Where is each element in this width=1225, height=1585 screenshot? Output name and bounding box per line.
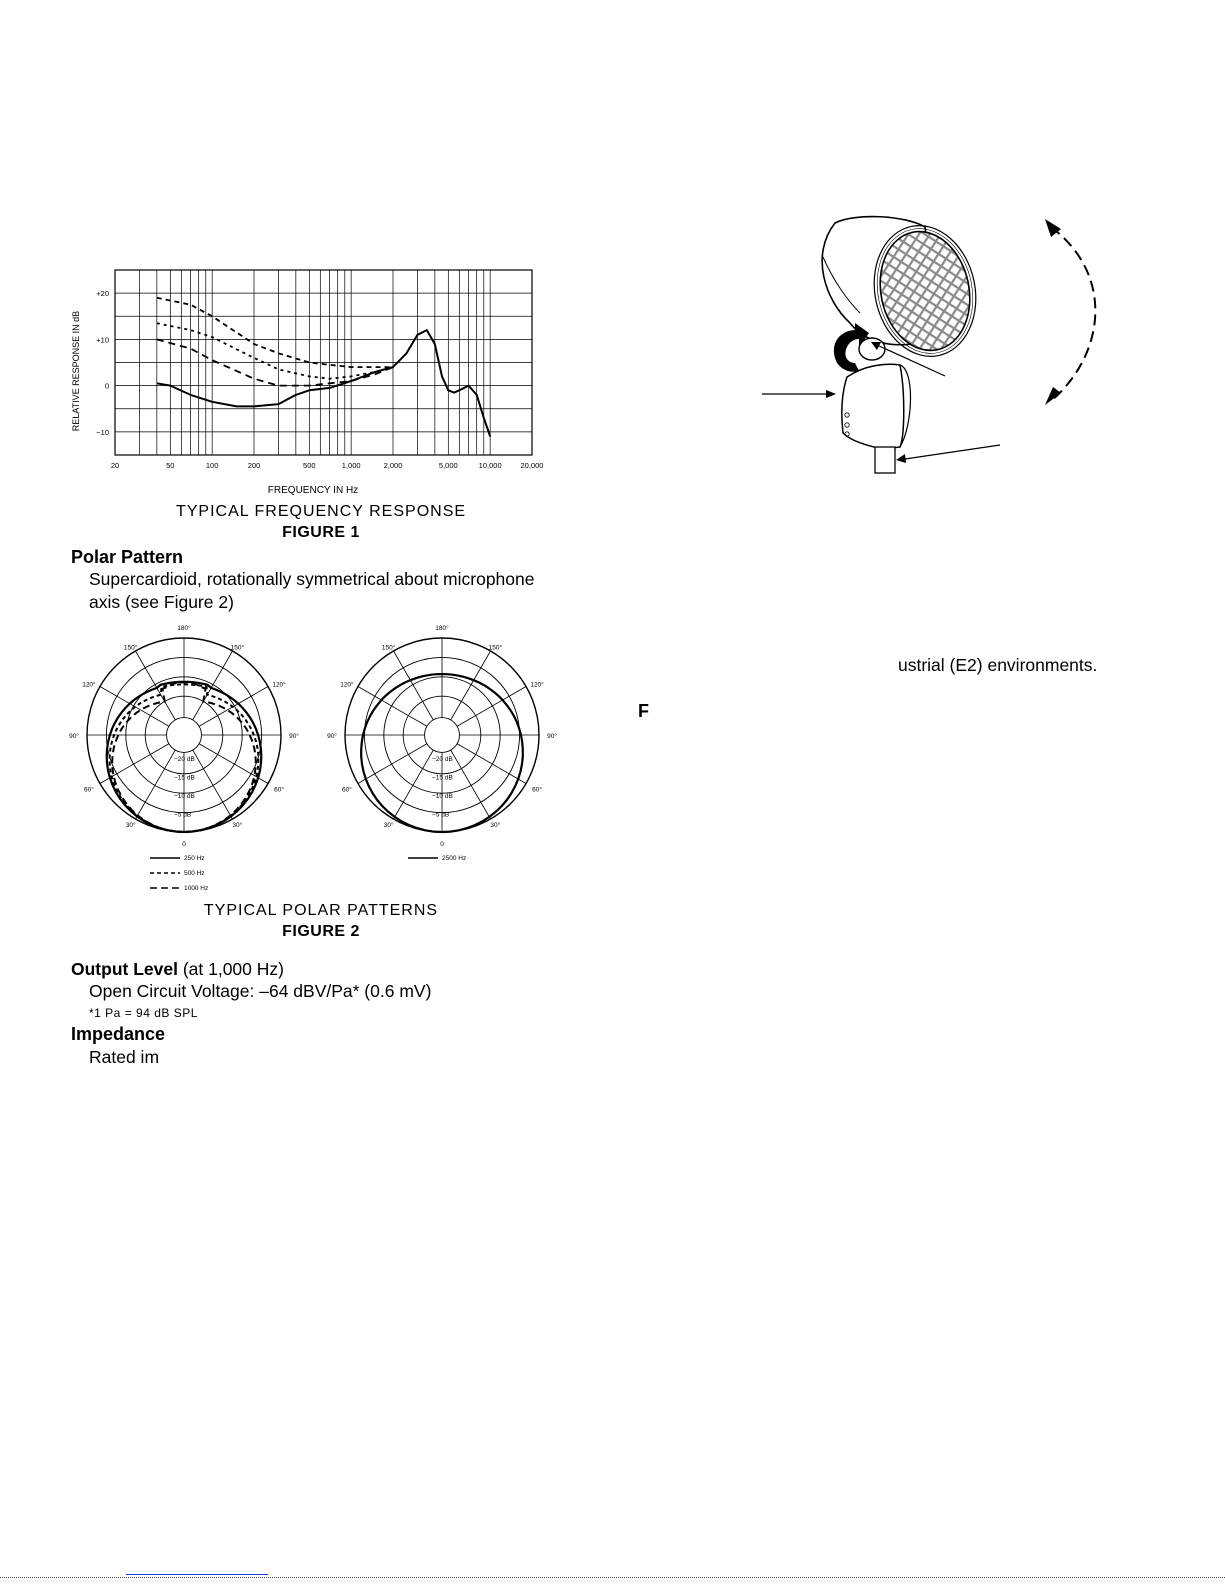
output-level-heading: Output Level (71, 959, 178, 979)
polar-angle-label: 150° (488, 644, 503, 652)
polar-angle-label: 150° (230, 644, 245, 652)
x-tick-label: 500 (303, 461, 316, 470)
polar-pattern-line1: Supercardioid, rotationally symmetrical about microphone (89, 569, 535, 589)
right-column-fragment: ustrial (E2) environments. (898, 655, 1098, 675)
legend-label: 500 Hz (184, 870, 205, 877)
polar-legend (150, 855, 466, 892)
polar-spoke (193, 750, 233, 819)
impedance-heading: Impedance (71, 1024, 166, 1044)
figure2-caption: TYPICAL POLAR PATTERNS (203, 902, 439, 919)
polar-angle-label: 180° (435, 625, 449, 632)
x-tick-label: 200 (247, 461, 261, 470)
polar-angle-label: 60° (84, 786, 94, 794)
polar-spoke (136, 651, 176, 720)
response-curve (157, 323, 393, 379)
polar-plot-left (69, 624, 299, 848)
polar-spoke (451, 750, 491, 819)
polar-ring-label: −5 dB (174, 811, 192, 819)
x-tick-label: 100 (205, 461, 219, 470)
polar-angle-label: 150° (123, 644, 138, 652)
frequency-response-chart (60, 255, 570, 505)
polar-ring-label: −5 dB (432, 811, 450, 819)
leader-arrow-icon (826, 390, 836, 398)
impedance-line1: Rated im (89, 1047, 160, 1067)
y-tick-label: +10 (96, 335, 109, 345)
footer-link[interactable] (126, 1574, 268, 1575)
polar-angle-label: 0 (182, 841, 186, 848)
x-tick-label: 5,000 (438, 461, 458, 470)
polar-angle-label: 90° (327, 733, 337, 740)
legend-label: 2500 Hz (442, 855, 467, 862)
figure1-label: FIGURE 1 (282, 524, 360, 541)
polar-angle-label: 30° (490, 822, 501, 830)
response-curve (157, 330, 490, 436)
y-tick-label: 0 (104, 381, 109, 391)
polar-ring-label: −15 dB (174, 774, 195, 782)
x-tick-label: 50 (166, 461, 175, 470)
polar-spoke (136, 750, 176, 819)
polar-angle-label: 60° (342, 786, 352, 794)
microphone-illustration (755, 205, 1125, 485)
footer-rule (0, 1577, 1225, 1578)
polar-angle-label: 180° (177, 625, 191, 632)
polar-spoke (358, 744, 427, 784)
response-curve (157, 298, 393, 367)
chart-grid (115, 270, 532, 455)
legend-label: 250 Hz (184, 855, 205, 862)
polar-spoke (394, 750, 434, 819)
right-column-heading-fragment: F (638, 701, 649, 721)
polar-angle-label: 0 (440, 841, 444, 848)
polar-angle-label: 150° (381, 644, 396, 652)
figure2-label: FIGURE 2 (282, 923, 360, 940)
polar-spoke (457, 744, 526, 784)
polar-patterns-chart (60, 622, 580, 897)
polar-ring-label: −10 dB (174, 793, 195, 801)
mount-body (842, 364, 904, 449)
arrowhead-icon (1045, 387, 1061, 405)
figure1-caption: TYPICAL FREQUENCY RESPONSE (175, 503, 467, 520)
polar-angle-label: 120° (82, 681, 96, 689)
x-axis-label: FREQUENCY IN Hz (267, 485, 359, 496)
polar-ring (167, 718, 202, 753)
xlr-connector (875, 447, 895, 473)
polar-angle-label: 90° (289, 733, 299, 740)
polar-ring-label: −20 dB (432, 756, 453, 764)
x-tick-label: 2,000 (383, 461, 403, 470)
tilt-arrow (1051, 227, 1095, 401)
open-circuit-voltage: Open Circuit Voltage: –64 dBV/Pa* (0.6 mV) (89, 981, 432, 1001)
polar-ring-label: −20 dB (174, 756, 195, 764)
polar-angle-label: 60° (532, 786, 542, 794)
polar-pattern-heading: Polar Pattern (71, 547, 184, 567)
x-tick-labels (111, 461, 544, 470)
y-tick-label: −10 (96, 427, 109, 437)
polar-pattern-line2: axis (see Figure 2) (89, 592, 234, 612)
output-footnote: *1 Pa = 94 dB SPL (89, 1006, 198, 1020)
leader-arrow-icon (896, 454, 906, 463)
output-level-qualifier: (at 1,000 Hz) (177, 959, 284, 979)
output-level-line (71, 959, 284, 980)
y-axis-label: RELATIVE RESPONSE IN dB (71, 310, 81, 432)
x-tick-label: 20,000 (520, 461, 544, 470)
y-tick-label: +20 (96, 289, 109, 299)
polar-angle-label: 90° (69, 733, 79, 740)
polar-angle-label: 30° (383, 822, 394, 830)
polar-angle-label: 60° (274, 786, 284, 794)
y-tick-labels (96, 289, 109, 437)
polar-ring-label: −10 dB (432, 793, 453, 801)
polar-ring-label: −15 dB (432, 774, 453, 782)
polar-angle-label: 30° (125, 822, 136, 830)
polar-plot-right (327, 624, 557, 848)
polar-angle-label: 120° (340, 681, 354, 689)
polar-angle-label: 90° (547, 733, 557, 740)
polar-angle-label: 120° (272, 681, 286, 689)
chart-series-group (157, 298, 490, 437)
polar-angle-label: 120° (530, 681, 544, 689)
x-tick-label: 20 (110, 461, 120, 470)
polar-angle-label: 30° (232, 822, 243, 830)
polar-ring (425, 718, 460, 753)
x-tick-label: 1,000 (341, 461, 361, 470)
x-tick-label: 10,000 (478, 461, 502, 470)
legend-label: 1000 Hz (184, 885, 209, 892)
